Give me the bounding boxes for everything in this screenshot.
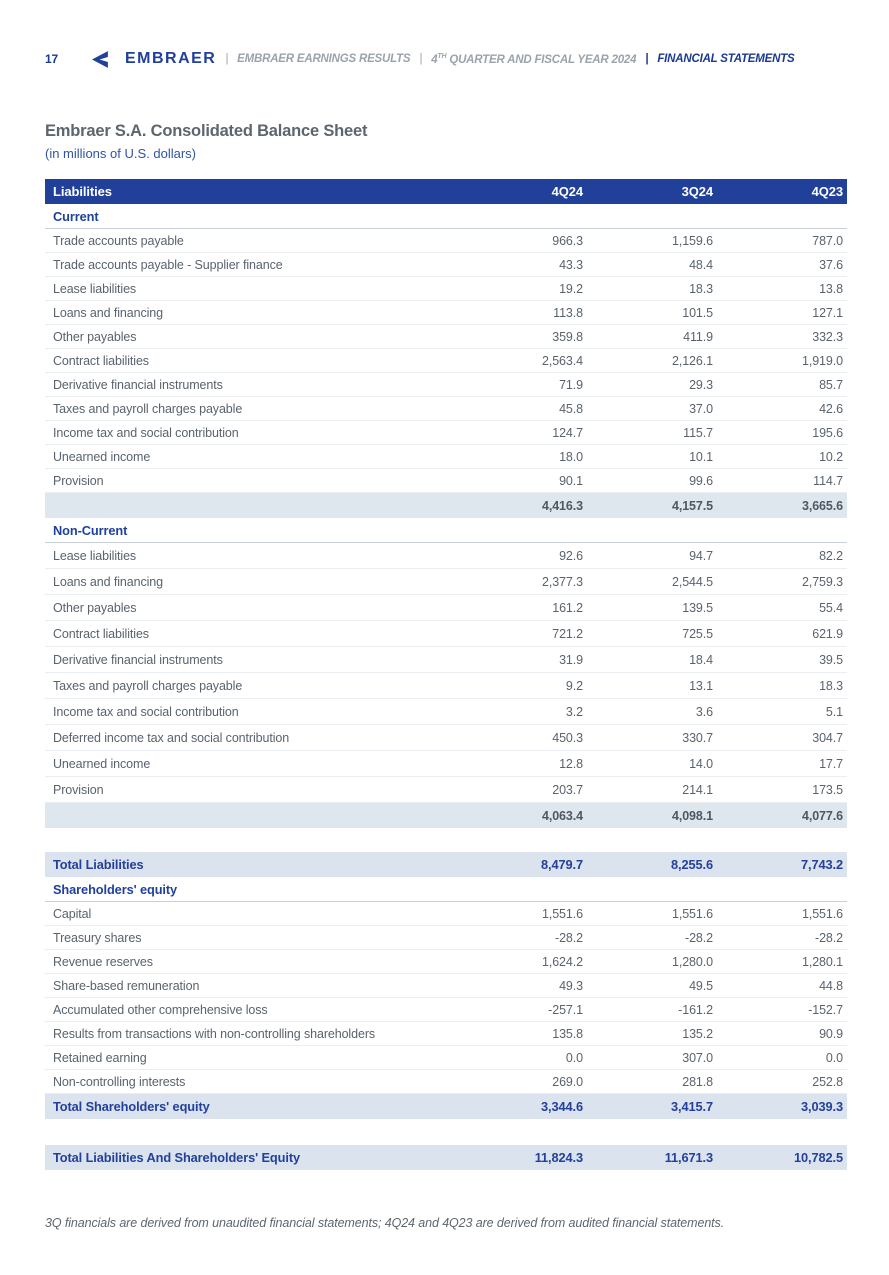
table-row <box>45 595 847 621</box>
row-label: Results from transactions with non-controlling shareholders <box>53 1026 376 1041</box>
section-header-equity: Shareholders' equity <box>45 877 847 902</box>
row-value: 2,563.4 <box>541 353 583 368</box>
table-row <box>45 926 847 950</box>
row-value: 1,159.6 <box>671 233 713 248</box>
row-label: Unearned income <box>53 449 151 464</box>
row-label: Contract liabilities <box>53 626 149 641</box>
row-label: Trade accounts payable <box>53 233 184 248</box>
table-row <box>45 673 847 699</box>
breadcrumb-separator: | <box>225 52 229 65</box>
row-value: 359.8 <box>552 329 583 344</box>
table-row <box>45 253 847 277</box>
subtotal-value: 4,098.1 <box>671 808 713 823</box>
column-header-liabilities: Liabilities <box>53 184 112 199</box>
row-label: Capital <box>53 906 92 921</box>
row-value: -257.1 <box>548 1002 583 1017</box>
row-value: 90.1 <box>559 473 583 488</box>
row-value: 10.1 <box>689 449 713 464</box>
row-value: 113.8 <box>553 305 583 320</box>
row-value: 45.8 <box>559 401 583 416</box>
table-row <box>45 777 847 803</box>
row-value: -28.2 <box>685 930 713 945</box>
table-row <box>45 1046 847 1070</box>
row-label: Income tax and social contribution <box>53 425 239 440</box>
row-value: 14.0 <box>689 756 713 771</box>
total-equity-row <box>45 1094 847 1119</box>
row-value: 37.0 <box>689 401 713 416</box>
table-row <box>45 373 847 397</box>
row-value: 214.1 <box>682 782 713 797</box>
row-value: 252.8 <box>812 1074 843 1089</box>
table-header-row <box>45 179 847 204</box>
row-label: Treasury shares <box>53 930 142 945</box>
row-value: 18.3 <box>689 281 713 296</box>
row-label: Loans and financing <box>53 305 163 320</box>
table-row <box>45 421 847 445</box>
page-header <box>45 0 847 68</box>
table-row <box>45 277 847 301</box>
embraer-wordmark: EMBRAER <box>124 50 217 67</box>
row-value: 18.3 <box>819 678 843 693</box>
subtotal-value: 4,077.6 <box>801 808 843 823</box>
row-label: Loans and financing <box>53 574 163 589</box>
grand-total-row <box>45 1145 847 1170</box>
subtotal-value: 4,063.4 <box>541 808 583 823</box>
row-value: 2,544.5 <box>671 574 713 589</box>
row-value: -161.2 <box>678 1002 713 1017</box>
table-row <box>45 397 847 421</box>
row-value: 124.7 <box>552 425 583 440</box>
table-row <box>45 325 847 349</box>
breadcrumb-earnings-results: EMBRAER EARNINGS RESULTS <box>237 52 411 65</box>
row-label: Retained earning <box>53 1050 147 1065</box>
row-value: 725.5 <box>682 626 713 641</box>
row-value: 304.7 <box>812 730 843 745</box>
row-value: 94.7 <box>689 548 713 563</box>
row-label: Accumulated other comprehensive loss <box>53 1002 268 1017</box>
row-value: 12.8 <box>559 756 583 771</box>
total-value: 3,039.3 <box>801 1099 843 1114</box>
row-value: 17.7 <box>819 756 843 771</box>
page-title: Embraer S.A. Consolidated Balance Sheet <box>45 122 368 140</box>
table-row <box>45 301 847 325</box>
row-value: 1,280.1 <box>801 954 843 969</box>
total-value: 7,743.2 <box>801 857 843 872</box>
row-value: 114.7 <box>813 473 843 488</box>
row-value: 31.9 <box>559 652 583 667</box>
table-row <box>45 229 847 253</box>
row-value: 0.0 <box>565 1050 583 1065</box>
row-value: 2,126.1 <box>671 353 713 368</box>
row-value: 3.2 <box>565 704 583 719</box>
table-row <box>45 469 847 493</box>
row-value: 42.6 <box>819 401 843 416</box>
row-value: 0.0 <box>825 1050 843 1065</box>
column-header-3q24: 3Q24 <box>681 184 713 199</box>
row-label: Derivative financial instruments <box>53 652 223 667</box>
table-row <box>45 974 847 998</box>
breadcrumb-financial-statements: FINANCIAL STATEMENTS <box>657 52 795 65</box>
row-label: Non-controlling interests <box>53 1074 186 1089</box>
total-liabilities-row <box>45 852 847 877</box>
current-subtotal-row <box>45 493 847 518</box>
total-value: 11,824.3 <box>534 1150 583 1165</box>
breadcrumb-separator: | <box>419 52 423 65</box>
section-header-current: Current <box>45 204 847 229</box>
row-value: 139.5 <box>682 600 713 615</box>
subtotal-value: 3,665.6 <box>801 498 843 513</box>
row-value: 19.2 <box>559 281 583 296</box>
row-value: -28.2 <box>815 930 843 945</box>
title-block <box>45 122 847 161</box>
noncurrent-subtotal-row <box>45 803 847 828</box>
row-value: 1,551.6 <box>671 906 713 921</box>
row-label: Taxes and payroll charges payable <box>53 678 243 693</box>
row-value: 621.9 <box>812 626 843 641</box>
row-value: 269.0 <box>552 1074 583 1089</box>
row-value: 1,919.0 <box>801 353 843 368</box>
row-value: 43.3 <box>559 257 583 272</box>
row-value: 3.6 <box>695 704 713 719</box>
table-row <box>45 998 847 1022</box>
row-value: 55.4 <box>819 600 843 615</box>
row-value: 135.2 <box>682 1026 713 1041</box>
row-value: 13.1 <box>689 678 713 693</box>
row-value: 44.8 <box>819 978 843 993</box>
row-value: 13.8 <box>819 281 843 296</box>
footnote: 3Q financials are derived from unaudited financial statements; 4Q24 and 4Q23 are derived from audited financial statements. <box>45 1216 725 1230</box>
page-subtitle: (in millions of U.S. dollars) <box>45 146 196 161</box>
row-value: 90.9 <box>819 1026 843 1041</box>
row-value: 161.2 <box>552 600 583 615</box>
table-row <box>45 569 847 595</box>
row-value: 9.2 <box>565 678 583 693</box>
row-label: Provision <box>53 473 104 488</box>
total-value: 8,479.7 <box>541 857 583 872</box>
table-row <box>45 751 847 777</box>
row-label: Contract liabilities <box>53 353 149 368</box>
row-value: 49.3 <box>559 978 583 993</box>
row-value: 450.3 <box>552 730 583 745</box>
row-label: Revenue reserves <box>53 954 153 969</box>
embraer-logo <box>92 50 216 68</box>
row-label: Other payables <box>53 600 137 615</box>
row-value: 787.0 <box>812 233 843 248</box>
row-value: 29.3 <box>689 377 713 392</box>
row-label: Share-based remuneration <box>53 978 200 993</box>
row-value: 99.6 <box>689 473 713 488</box>
row-value: 10.2 <box>819 449 843 464</box>
row-value: 71.9 <box>559 377 583 392</box>
row-value: 203.7 <box>552 782 583 797</box>
row-value: 18.0 <box>559 449 583 464</box>
row-value: 135.8 <box>552 1026 583 1041</box>
row-value: 101.5 <box>682 305 713 320</box>
row-value: 966.3 <box>552 233 583 248</box>
row-value: 49.5 <box>689 978 713 993</box>
row-value: 1,551.6 <box>801 906 843 921</box>
row-value: 85.7 <box>819 377 843 392</box>
page-number: 17 <box>45 52 58 66</box>
table-row <box>45 349 847 373</box>
row-label: Taxes and payroll charges payable <box>53 401 243 416</box>
table-row <box>45 1022 847 1046</box>
row-value: 721.2 <box>552 626 583 641</box>
row-value: 2,759.3 <box>801 574 843 589</box>
row-value: 1,280.0 <box>671 954 713 969</box>
row-label: Trade accounts payable - Supplier finance <box>53 257 283 272</box>
row-label: Derivative financial instruments <box>53 377 223 392</box>
row-value: 115.7 <box>683 425 713 440</box>
table-row <box>45 621 847 647</box>
breadcrumb-quarter: 4TH QUARTER AND FISCAL YEAR 2024 <box>431 52 637 66</box>
row-label: Unearned income <box>53 756 151 771</box>
embraer-arrow-icon <box>92 51 119 68</box>
total-value: 3,415.7 <box>671 1099 713 1114</box>
table-row <box>45 725 847 751</box>
row-value: 37.6 <box>819 257 843 272</box>
row-label: Lease liabilities <box>53 281 137 296</box>
row-value: 307.0 <box>682 1050 713 1065</box>
row-value: -28.2 <box>555 930 583 945</box>
row-value: 195.6 <box>812 425 843 440</box>
row-label: Lease liabilities <box>53 548 137 563</box>
row-value: 2,377.3 <box>541 574 583 589</box>
table-row <box>45 543 847 569</box>
total-label: Total Liabilities And Shareholders' Equity <box>53 1150 300 1165</box>
row-value: 173.5 <box>812 782 843 797</box>
total-value: 8,255.6 <box>671 857 713 872</box>
total-value: 10,782.5 <box>793 1150 843 1165</box>
total-label: Total Liabilities <box>53 857 144 872</box>
column-header-4q24: 4Q24 <box>551 184 583 199</box>
row-value: 330.7 <box>682 730 713 745</box>
total-value: 11,671.3 <box>664 1150 713 1165</box>
breadcrumb-separator: | <box>645 52 649 65</box>
row-value: 332.3 <box>812 329 843 344</box>
section-header-noncurrent: Non-Current <box>45 518 847 543</box>
row-value: 82.2 <box>819 548 843 563</box>
table-row <box>45 647 847 673</box>
balance-sheet-table <box>45 179 847 1170</box>
row-value: 411.9 <box>683 329 713 344</box>
row-value: 281.8 <box>682 1074 713 1089</box>
row-label: Provision <box>53 782 104 797</box>
row-label: Income tax and social contribution <box>53 704 239 719</box>
row-value: 92.6 <box>559 548 583 563</box>
row-value: 18.4 <box>689 652 713 667</box>
row-value: 5.1 <box>825 704 843 719</box>
row-value: 127.1 <box>812 305 843 320</box>
row-value: 39.5 <box>819 652 843 667</box>
table-row <box>45 950 847 974</box>
table-row <box>45 699 847 725</box>
column-header-4q23: 4Q23 <box>811 184 843 199</box>
total-value: 3,344.6 <box>541 1099 583 1114</box>
row-value: 48.4 <box>689 257 713 272</box>
row-value: 1,551.6 <box>541 906 583 921</box>
total-label: Total Shareholders' equity <box>53 1099 210 1114</box>
subtotal-value: 4,416.3 <box>541 498 583 513</box>
row-value: -152.7 <box>808 1002 843 1017</box>
row-label: Deferred income tax and social contribution <box>53 730 290 745</box>
table-row <box>45 445 847 469</box>
table-row <box>45 902 847 926</box>
subtotal-value: 4,157.5 <box>671 498 713 513</box>
breadcrumb <box>216 53 794 66</box>
row-value: 1,624.2 <box>541 954 583 969</box>
row-label: Other payables <box>53 329 137 344</box>
table-row <box>45 1070 847 1094</box>
